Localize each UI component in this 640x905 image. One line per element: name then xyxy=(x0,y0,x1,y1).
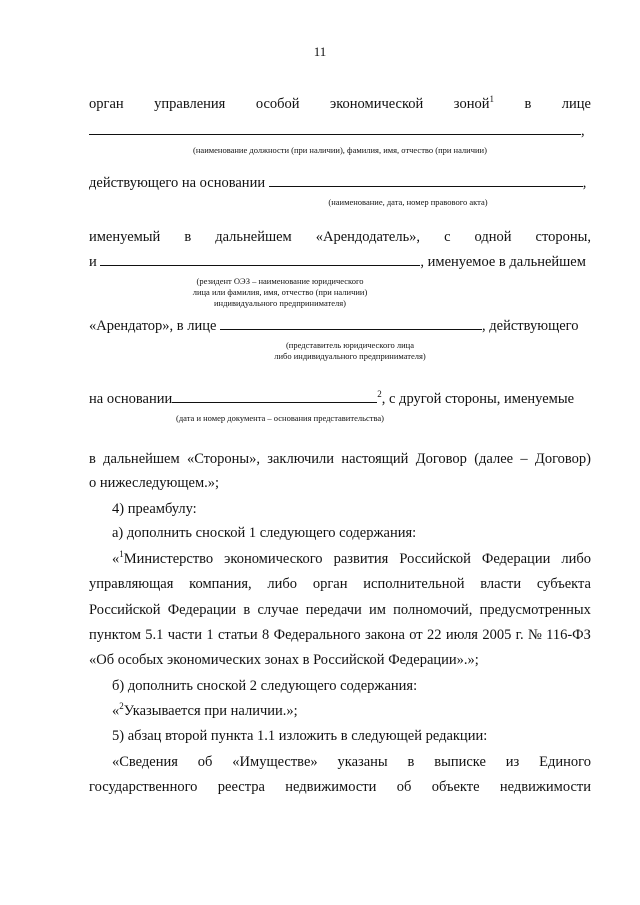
list-item-5: 5) абзац второй пункта 1.1 изложить в следующей редакции: xyxy=(112,728,488,744)
caption-resident: (резидент ОЭЗ – наименование юридического лица или фамилия, имя, отчество (при наличии) индивидуального предпринимателя) xyxy=(192,276,368,308)
page-number: 11 xyxy=(313,44,327,59)
line-and: и , именуемое в дальнейшем xyxy=(89,254,586,270)
fill-in-blank[interactable] xyxy=(269,173,583,187)
caption-legal-act: (наименование, дата, номер правового акта) xyxy=(328,197,488,207)
list-item-4a: а) дополнить сноской 1 следующего содержания: xyxy=(112,525,417,541)
footnote-mark: 2 xyxy=(119,701,124,712)
caption-name: (наименование должности (при наличии), фамилия, имя, отчество (при наличии) xyxy=(193,145,487,155)
list-item-4b: б) дополнить сноской 2 следующего содержания: xyxy=(112,678,418,694)
caption-document: (дата и номер документа – основания представительства) xyxy=(176,413,384,423)
fill-in-blank[interactable] xyxy=(100,252,420,266)
text: действующего на основании xyxy=(89,175,266,191)
word: «Арендодатель», xyxy=(315,229,421,245)
word: в xyxy=(184,229,192,245)
caption-representative: (представитель юридического лица либо индивидуального предпринимателя) xyxy=(274,340,426,361)
word: дальнейшем xyxy=(215,229,292,245)
footnote-mark: 1 xyxy=(489,94,494,105)
line-acting: действующего на основании , xyxy=(89,175,587,191)
word: лице xyxy=(561,96,591,112)
quote-line: государственного реестра недвижимости об объекте недвижимости xyxy=(89,779,591,795)
quote-line: Российской Федерации в случае передачи им полномочий, предусмотренных xyxy=(89,602,591,618)
word: управления xyxy=(154,96,226,112)
text-line: в дальнейшем «Стороны», заключили настоящий Договор (далее – Договор) xyxy=(89,451,591,467)
quote-line: «$^1$Министерство экономического развития Российской Федерации либо xyxy=(112,549,591,567)
fill-in-blank[interactable] xyxy=(89,121,581,135)
line-tenant: «Арендатор», в лице , действующего xyxy=(89,318,579,334)
word: орган xyxy=(89,96,124,112)
footnote-mark: 2 xyxy=(377,389,382,400)
word: именуемый xyxy=(89,229,161,245)
quote-line: пунктом 5.1 части 1 статьи 8 Федерального закона от 22 июля 2005 г. № 116-ФЗ xyxy=(89,627,591,643)
word-with-footnote: зоной$^1$ xyxy=(453,94,494,112)
line-basis: на основании $^2$, с другой стороны, именуемые xyxy=(89,389,575,407)
word: одной xyxy=(474,229,512,245)
word: с xyxy=(444,229,451,245)
word: в xyxy=(524,96,532,112)
list-item-4: 4) преамбулу: xyxy=(112,501,197,517)
line-blank-1: , xyxy=(89,121,591,140)
line-organ xyxy=(89,95,591,113)
quote-line: управляющая компания, либо орган исполнительной власти субъекта xyxy=(89,576,591,592)
footnote-mark: 1 xyxy=(119,549,124,560)
quote-line: «Об особых экономических зонах в Российской Федерации».»; xyxy=(89,652,479,668)
line-landlord xyxy=(89,228,591,246)
word: особой xyxy=(255,96,300,112)
fill-in-blank[interactable] xyxy=(172,389,377,403)
quote-line: «Сведения об «Имуществе» указаны в выписке из Единого xyxy=(112,754,591,770)
text-line: о нижеследующем.»; xyxy=(89,475,220,491)
fill-in-blank[interactable] xyxy=(220,316,482,330)
quote-line: «$^2$Указывается при наличии.»; xyxy=(112,701,298,719)
word: экономической xyxy=(330,96,424,112)
word: стороны, xyxy=(535,229,591,245)
